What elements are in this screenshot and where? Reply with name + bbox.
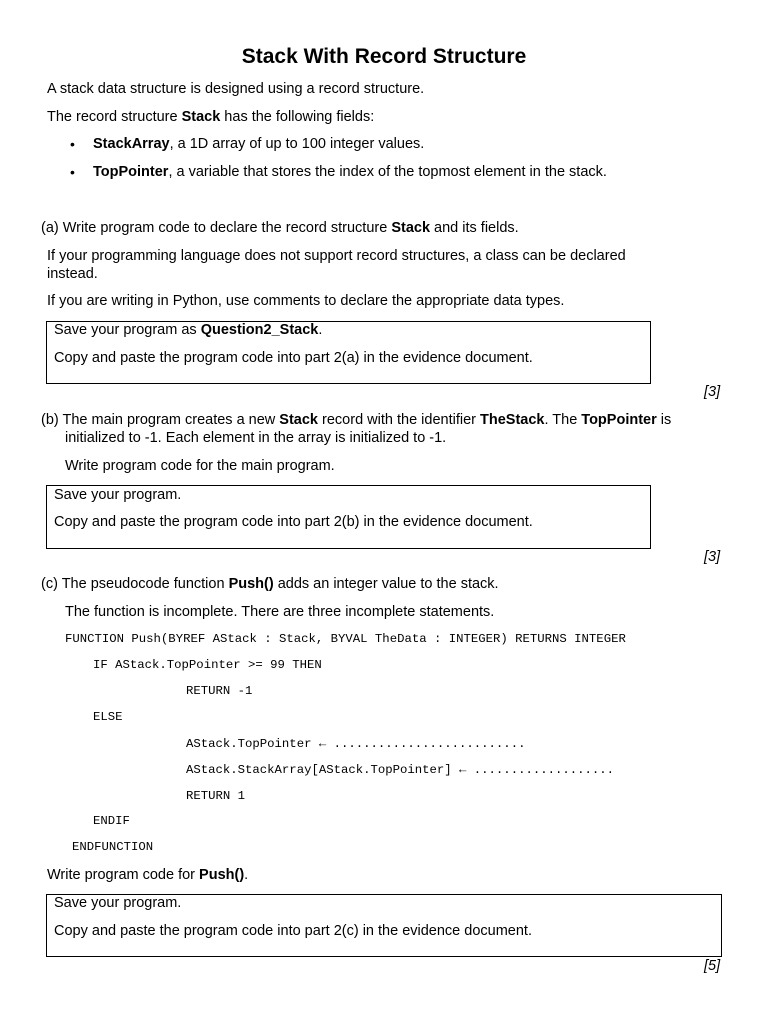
part-c-marks: [5] <box>704 958 721 974</box>
code-line: IF AStack.TopPointer >= 99 THEN <box>93 658 322 672</box>
bullet-dot: • <box>70 136 75 152</box>
part-b-question: (b) The main program creates a new Stack record with the identifier TheStack. The TopPointer is <box>41 412 672 428</box>
intro-line-2: The record structure Stack has the following fields: <box>47 109 375 125</box>
part-a-note1-line2: instead. <box>47 266 98 282</box>
part-b-box-line2: Copy and paste the program code into part 2(b) in the evidence document. <box>54 514 533 530</box>
part-a-note1-line1: If your programming language does not support record structures, a class can be declared <box>47 248 626 264</box>
part-a-question: (a) Write program code to declare the record structure Stack and its fields. <box>41 220 519 236</box>
code-line-incomplete: AStack.TopPointer ← .......................... <box>186 737 526 751</box>
code-line-incomplete: AStack.StackArray[AStack.TopPointer] ← ................... <box>186 763 615 777</box>
part-c-box-line1: Save your program. <box>54 895 182 911</box>
part-a-box-line2: Copy and paste the program code into part 2(a) in the evidence document. <box>54 350 533 366</box>
part-b-instruction: Write program code for the main program. <box>65 458 335 474</box>
code-line: ELSE <box>93 710 123 724</box>
code-line: FUNCTION Push(BYREF AStack : Stack, BYVAL TheData : INTEGER) RETURNS INTEGER <box>65 632 626 646</box>
part-b-question-line2: initialized to -1. Each element in the array is initialized to -1. <box>65 430 447 446</box>
bullet-toppointer: TopPointer, a variable that stores the index of the topmost element in the stack. <box>93 164 607 180</box>
code-line: ENDIF <box>93 814 130 828</box>
part-c-question: (c) The pseudocode function Push() adds an integer value to the stack. <box>41 576 499 592</box>
part-b-box-line1: Save your program. <box>54 487 182 503</box>
part-c-question-line2: The function is incomplete. There are three incomplete statements. <box>65 604 495 620</box>
page-title: Stack With Record Structure <box>241 45 527 68</box>
part-a-marks: [3] <box>704 384 721 400</box>
part-b-marks: [3] <box>704 549 721 565</box>
part-c-instruction: Write program code for Push(). <box>47 867 249 883</box>
code-line: RETURN 1 <box>186 789 246 803</box>
bullet-stackarray: StackArray, a 1D array of up to 100 integer values. <box>93 136 425 152</box>
bullet-dot: • <box>70 164 75 180</box>
code-line: RETURN -1 <box>186 684 253 698</box>
code-line: ENDFUNCTION <box>72 840 154 854</box>
part-a-note2: If you are writing in Python, use comments to declare the appropriate data types. <box>47 293 565 309</box>
part-a-box-line1: Save your program as Question2_Stack. <box>54 322 323 338</box>
intro-line-1: A stack data structure is designed using a record structure. <box>47 81 425 97</box>
part-c-box-line2: Copy and paste the program code into part 2(c) in the evidence document. <box>54 923 532 939</box>
